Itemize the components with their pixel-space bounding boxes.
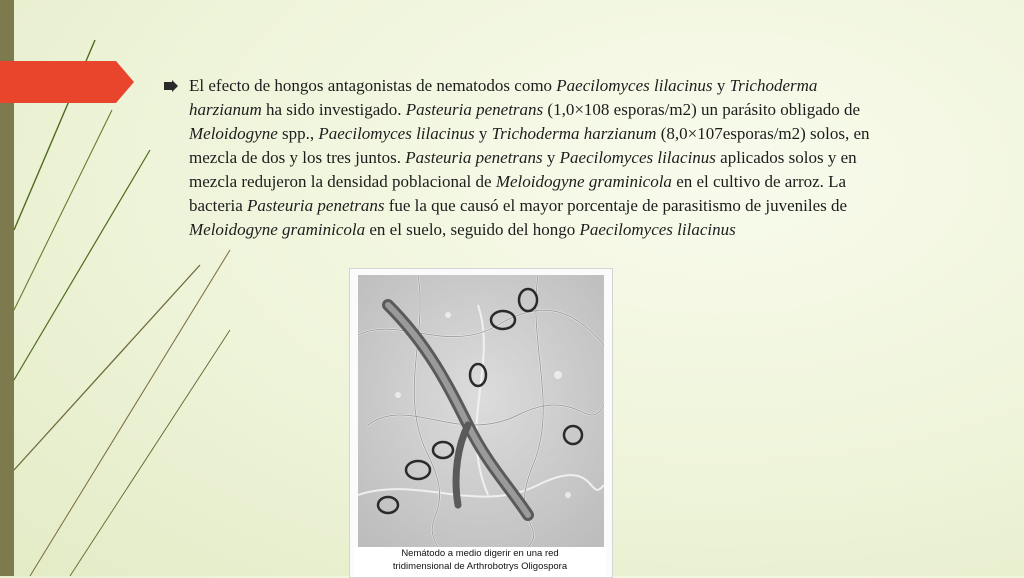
- text-run: ha sido investigado.: [261, 100, 406, 119]
- slide-paragraph: [189, 74, 889, 242]
- text-run: en el cultivo de arroz. La bacteria: [189, 172, 847, 215]
- microscopy-figure: [349, 268, 613, 578]
- species-name: Trichoderma harzianum: [491, 124, 657, 143]
- caption-line-2: tridimensional de Arthrobotrys Oligospora: [392, 561, 568, 572]
- text-run: y: [542, 148, 560, 167]
- species-name: Paecilomyces lilacinus: [318, 124, 475, 143]
- species-name: Paecilomyces lilacinus: [559, 148, 716, 167]
- caption-line-1: Nemátodo a medio digerir en una red: [401, 548, 559, 559]
- nematode-micrograph: [358, 275, 604, 547]
- species-name: Meloidogyne graminicola: [495, 172, 672, 191]
- species-name: Pasteuria penetrans: [247, 196, 385, 215]
- species-name: Pasteuria penetrans: [405, 148, 543, 167]
- species-name: Meloidogyne: [189, 124, 278, 143]
- species-name: Meloidogyne graminicola: [189, 220, 366, 239]
- text-run: fue la que causó el mayor porcentaje de parasitismo de juveniles de: [384, 196, 848, 215]
- text-run: (1,0×108 esporas/m2) un parásito obligado de: [543, 100, 861, 119]
- species-name: Pasteuria penetrans: [405, 100, 544, 119]
- species-name: Paecilomyces lilacinus: [579, 220, 736, 239]
- accent-tab: [0, 61, 134, 103]
- species-name: Trichoderma harzianum: [189, 76, 818, 119]
- text-run: (8,0×107esporas/m2) solos, en mezcla de dos y los tres juntos.: [189, 124, 870, 167]
- species-name: Paecilomyces lilacinus: [556, 76, 713, 95]
- arrow-bullet-icon: [164, 80, 178, 92]
- text-run: spp.,: [277, 124, 319, 143]
- text-run: y: [712, 76, 730, 95]
- text-run: en el suelo, seguido del hongo: [365, 220, 580, 239]
- text-run: y: [474, 124, 492, 143]
- figure-caption: [354, 547, 606, 577]
- text-run: aplicados solos y en mezcla redujeron la densidad poblacional de: [189, 148, 857, 191]
- text-run: El efecto de hongos antagonistas de nematodos como: [189, 76, 557, 95]
